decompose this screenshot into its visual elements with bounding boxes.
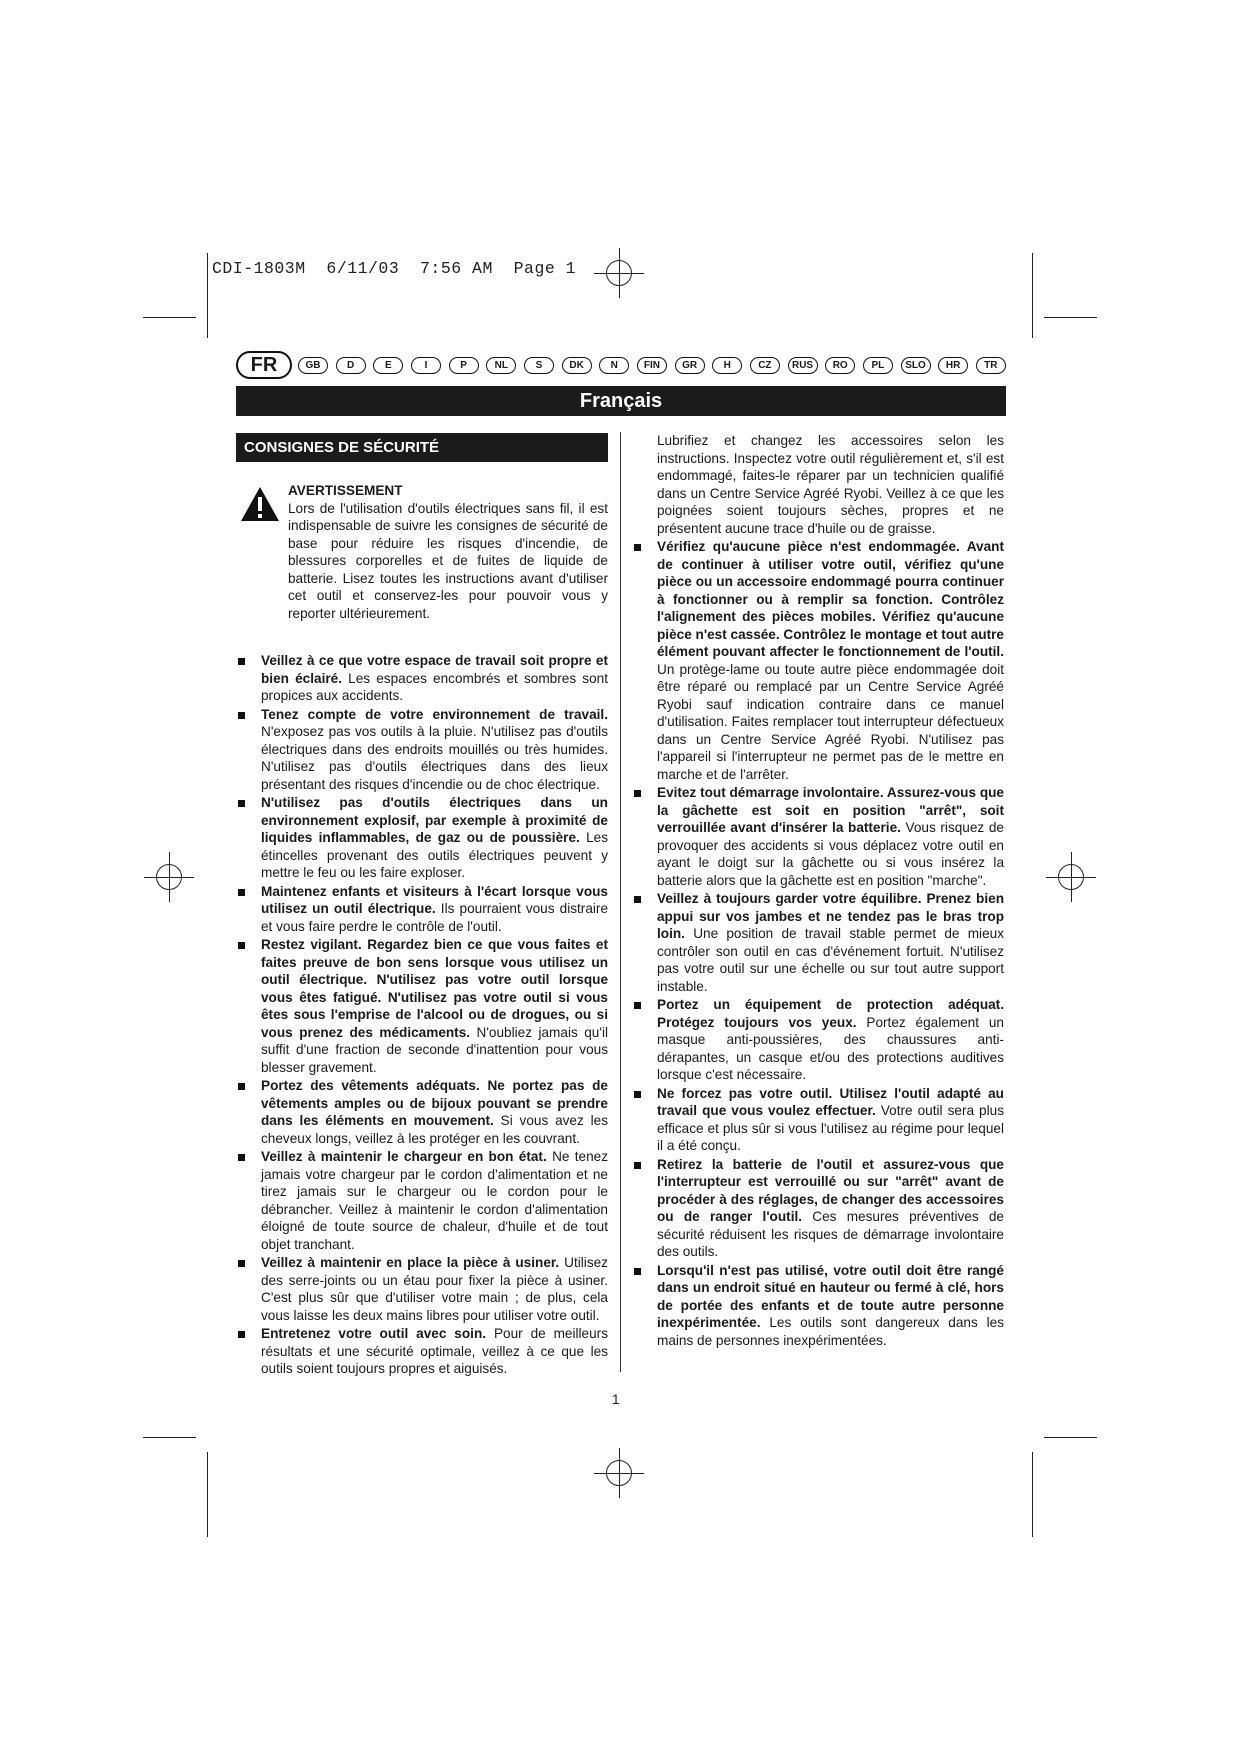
item-text: Votre outil sera plus efficace et plus sûr si vous l'utilisez au régime pour lequel il a été conçu.	[657, 1103, 1004, 1153]
print-slug: CDI-1803M 6/11/03 7:56 AM Page 1	[212, 259, 577, 278]
bullet-square-icon	[634, 896, 641, 903]
bullet-square-icon	[238, 800, 245, 807]
item-text: Pour de meilleurs résultats et une sécurité optimale, veillez à ce que les outils soient toujours propres et aiguisés.	[261, 1326, 608, 1376]
item-text: Ces mesures préventives de sécurité réduisent les risques de démarrage involontaire des outils.	[657, 1209, 1004, 1259]
list-item	[236, 706, 608, 794]
left-items	[236, 652, 608, 1378]
language-bar	[236, 350, 1006, 380]
lang-tab-dk[interactable]: DK	[562, 357, 592, 374]
crop-mark	[1044, 1437, 1097, 1438]
list-item	[632, 1156, 1004, 1261]
bullet-square-icon	[238, 1083, 245, 1090]
item-lead: N'utilisez pas d'outils électriques dans un environnement explosif, par exemple à proximité de liquides inflammables, de gaz ou de poussière.	[261, 795, 608, 845]
item-lead: Retirez la batterie de l'outil et assurez-vous que l'interrupteur est verrouillé ou sur "arrêt" avant de procéder à des réglages, de changer des accessoires ou de ranger l'outil.	[657, 1156, 1004, 1224]
lang-tab-fin[interactable]: FIN	[637, 357, 667, 374]
crop-mark	[207, 1452, 208, 1537]
lang-tab-i[interactable]: I	[411, 357, 441, 374]
lang-tab-slo[interactable]: SLO	[901, 357, 931, 374]
language-tabs	[298, 357, 1006, 374]
bullet-square-icon	[634, 1091, 641, 1098]
item-text: Ils pourraient vous distraire et vous faire perdre le contrôle de l'outil.	[261, 901, 608, 934]
continuation-paragraph: Lubrifiez et changez les accessoires selon les instructions. Inspectez votre outil régulièrement et, s'il est endommagé, faites-le réparer par un technicien qualifié dans un Centre Service Agréé Ryobi. Veillez à ce que les poignées soient toujours sèches, propres et ne présentent aucune trace d'huile ou de graisse.	[657, 433, 1004, 536]
item-text: Les outils sont dangereux dans les mains de personnes inexpérimentées.	[657, 1315, 1004, 1348]
list-item	[632, 538, 1004, 783]
lang-tab-tr[interactable]: TR	[976, 357, 1006, 374]
item-text: Vous risquez de provoquer des accidents si vous déplacez votre outil en ayant le doigt sur la gâchette ou si vous insérez la batterie alors que la gâchette est en position "marche".	[657, 820, 1004, 888]
item-lead: Ne forcez pas votre outil. Utilisez l'outil adapté au travail que vous voulez effectuer.	[657, 1085, 1004, 1118]
left-column	[236, 433, 608, 1379]
bullet-square-icon	[634, 1002, 641, 1009]
bullet-square-icon	[238, 1331, 245, 1338]
page-number: 1	[612, 1392, 620, 1407]
list-item	[236, 1325, 608, 1378]
lang-tab-gr[interactable]: GR	[675, 357, 705, 374]
list-item	[236, 1148, 608, 1253]
crop-mark	[1032, 1452, 1033, 1537]
lang-tab-active[interactable]: FR	[236, 351, 292, 379]
item-lead: Tenez compte de votre environnement de travail.	[261, 706, 608, 722]
item-text: Si vous avez les cheveux longs, veillez à les protéger en les couvrant.	[261, 1113, 608, 1146]
lang-tab-gb[interactable]: GB	[298, 357, 328, 374]
item-text: Un protège-lame ou toute autre pièce endommagée doit être réparé ou remplacé par un Centre Service Agréé Ryobi sauf indication contraire dans ce manuel d'utilisation. Faites remplacer tout interrupteur défectueux dans un Centre Service Agréé Ryobi. N'utilisez pas l'appareil si l'interrupteur ne permet pas de le mettre en marche et de l'arrêter.	[657, 661, 1004, 782]
item-lead: Vérifiez qu'aucune pièce n'est endommagée. Avant de continuer à utiliser votre outil, vérifiez qu'une pièce ou un accessoire endommagé pourra continuer à fonctionner ou à remplir sa fonction. Contrôlez l'alignement des pièces mobiles. Vérifiez qu'aucune pièce n'est cassée. Contrôlez le montage et tout autre élément pouvant affecter le fonctionnement de l'outil.	[657, 539, 1004, 659]
right-column	[632, 432, 1004, 1350]
list-item	[236, 936, 608, 1076]
lang-tab-ro[interactable]: RO	[825, 357, 855, 374]
crop-mark	[1044, 317, 1097, 318]
bullet-square-icon	[238, 658, 245, 665]
registration-mark-left	[144, 852, 194, 902]
warning-block	[236, 482, 608, 622]
list-item	[632, 1085, 1004, 1155]
lang-tab-d[interactable]: D	[336, 357, 366, 374]
column-divider	[620, 432, 621, 1372]
crop-mark	[1032, 253, 1033, 338]
item-lead: Portez un équipement de protection adéquat. Protégez toujours vos yeux.	[657, 997, 1004, 1030]
lang-tab-e[interactable]: E	[373, 357, 403, 374]
list-item	[632, 996, 1004, 1084]
registration-mark-top	[594, 248, 644, 298]
item-lead: Veillez à maintenir en place la pièce à usiner.	[261, 1255, 560, 1270]
lang-tab-hr[interactable]: HR	[938, 357, 968, 374]
item-lead: Portez des vêtements adéquats. Ne portez pas de vêtements amples ou de bijoux pouvant se prendre dans les éléments en mouvement.	[261, 1078, 608, 1128]
item-lead: Lorsqu'il n'est pas utilisé, votre outil doit être rangé dans un endroit situé en hauteur ou fermé à clé, hors de portée des enfants et de toute autre personne inexpérimentée.	[657, 1262, 1004, 1330]
crop-mark	[143, 1437, 196, 1438]
lang-tab-p[interactable]: P	[449, 357, 479, 374]
list-item	[236, 1077, 608, 1147]
list-item	[632, 890, 1004, 995]
bullet-square-icon	[238, 1260, 245, 1267]
list-item	[236, 652, 608, 705]
right-items	[632, 538, 1004, 1349]
item-text: Portez également un masque anti-poussières, des chaussures anti-dérapantes, un casque et/ou des protections auditives lorsque c'est nécessaire.	[657, 1014, 1004, 1082]
lang-tab-cz[interactable]: CZ	[750, 357, 780, 374]
bullet-square-icon	[238, 942, 245, 949]
item-lead: Veillez à maintenir le chargeur en bon état.	[261, 1149, 547, 1164]
lang-tab-s[interactable]: S	[524, 357, 554, 374]
warning-text: Lors de l'utilisation d'outils électriques sans fil, il est indispensable de suivre les consignes de sécurité de base pour réduire les risques d'incendie, de blessures corporelles et de fuites de liquide de batterie. Lisez toutes les instructions avant d'utiliser cet outil et conservez-les pour pouvoir vous y reporter ultérieurement.	[288, 500, 608, 621]
list-item	[236, 1254, 608, 1324]
item-lead: Veillez à ce que votre espace de travail soit propre et bien éclairé.	[261, 653, 608, 686]
bullet-square-icon	[634, 790, 641, 797]
bullet-square-icon	[238, 712, 245, 719]
warning-triangle-icon	[240, 486, 280, 522]
item-text: N'exposez pas vos outils à la pluie. N'utilisez pas d'outils électriques dans des endroits mouillés ou très humides. N'utilisez pas d'outils électriques dans des lieux présentant des risques d'incendie ou de choc électrique.	[261, 724, 608, 792]
list-item	[632, 784, 1004, 889]
section-title: CONSIGNES DE SÉCURITÉ	[236, 433, 608, 462]
item-lead: Entretenez votre outil avec soin.	[261, 1326, 487, 1341]
item-text: Les espaces encombrés et sombres sont propices aux accidents.	[261, 670, 608, 703]
lang-tab-pl[interactable]: PL	[863, 357, 893, 374]
registration-mark-right	[1046, 852, 1096, 902]
lang-tab-rus[interactable]: RUS	[788, 357, 818, 374]
item-text: N'oubliez jamais qu'il suffit d'une fraction de seconde d'inattention pour vous blesser gravement.	[261, 1024, 608, 1075]
bullet-square-icon	[634, 1162, 641, 1169]
crop-mark	[143, 317, 196, 318]
list-item	[632, 1262, 1004, 1350]
list-item	[236, 883, 608, 936]
warning-title: AVERTISSEMENT	[288, 483, 403, 498]
item-text: Une position de travail stable permet de mieux contrôler son outil en cas d'événement fortuit. N'utilisez pas votre outil sur une échelle ou sur tout autre support instable.	[657, 926, 1004, 994]
item-text: Ne tenez jamais votre chargeur par le cordon d'alimentation et ne tirez jamais sur le chargeur ou le cordon pour le débrancher. Veillez à maintenir le cordon d'alimentation éloigné de toute source de chaleur, d'huile et de tout objet tranchant.	[261, 1149, 609, 1252]
bullet-square-icon	[238, 889, 245, 896]
item-lead: Restez vigilant. Regardez bien ce que vous faites et faites preuve de bon sens lorsque vous utilisez un outil électrique. N'utilisez pas votre outil lorsque vous êtes fatigué. N'utilisez pas votre outil si vous êtes sous l'emprise de l'alcool ou de drogues, ou si vous prenez des médicaments.	[261, 937, 608, 1040]
language-banner: Français	[236, 386, 1006, 416]
lang-tab-nl[interactable]: NL	[486, 357, 516, 374]
list-item	[236, 794, 608, 882]
item-lead: Evitez tout démarrage involontaire. Assurez-vous que la gâchette est soit en position "arrêt", soit verrouillée avant d'insérer la batterie.	[657, 785, 1004, 835]
item-lead: Veillez à toujours garder votre équilibre. Prenez bien appui sur vos jambes et ne tendez pas le bras trop loin.	[657, 891, 1004, 941]
bullet-square-icon	[634, 544, 641, 551]
bullet-square-icon	[238, 1154, 245, 1161]
lang-tab-n[interactable]: N	[599, 357, 629, 374]
registration-mark-bottom	[594, 1448, 644, 1498]
item-lead: Maintenez enfants et visiteurs à l'écart lorsque vous utilisez un outil électrique.	[261, 883, 608, 916]
item-text: Utilisez des serre-joints ou un étau pour fixer la pièce à usiner. C'est plus sûr que d'utiliser votre main ; de plus, cela vous laisse les deux mains libres pour utiliser votre outil.	[261, 1255, 608, 1323]
lang-tab-h[interactable]: H	[712, 357, 742, 374]
bullet-square-icon	[634, 1268, 641, 1275]
item-text: Les étincelles provenant des outils électriques peuvent y mettre le feu ou les faire exploser.	[261, 830, 608, 880]
crop-mark	[207, 253, 208, 338]
